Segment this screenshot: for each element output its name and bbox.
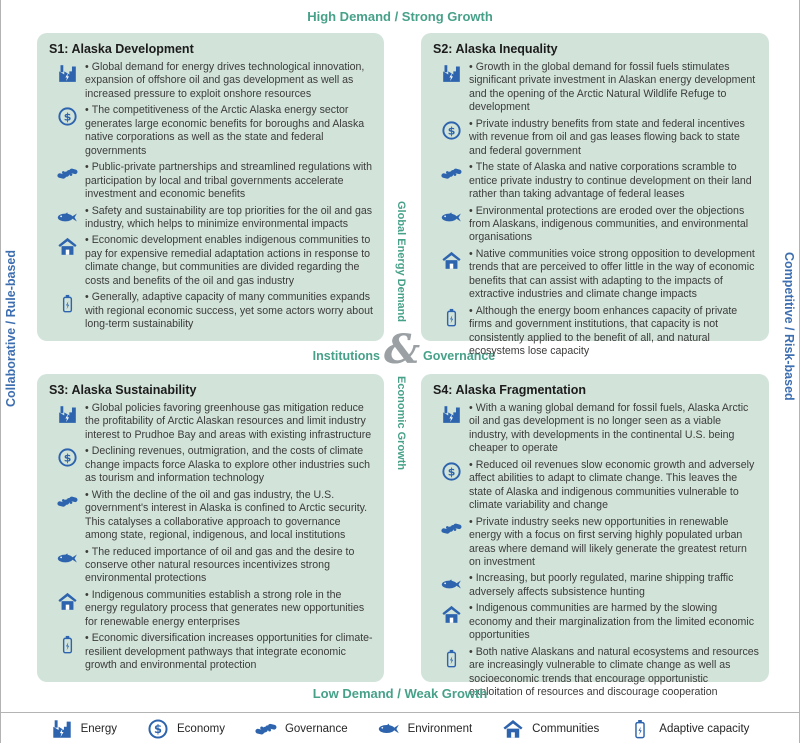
bullet-item xyxy=(49,104,374,158)
quadrant-title: S4: Alaska Fragmentation xyxy=(433,383,587,397)
bullet-marker: • xyxy=(85,61,89,73)
legend-label: Communities xyxy=(532,723,600,735)
bullet-marker: • xyxy=(85,545,89,558)
bullet-text: • Declining revenues, outmigration, and the costs of climate change impacts force Alaska to explore other industries such as tourism and information technology xyxy=(85,445,371,485)
bullet-item xyxy=(49,589,374,629)
bullet-marker: • xyxy=(469,572,473,585)
legend-item xyxy=(378,718,473,740)
bullet-list xyxy=(433,61,759,359)
bullet-text: • Growth in the global demand for fossil fuels stimulates significant private investment in Alaskan energy development and the opening of the Arctic Natural Wildlife Refuge to development xyxy=(469,61,756,114)
bullet-text: • Economic diversification increases opportunities for climate-resilient development pathways that integrate economic growth and environmental protection xyxy=(85,632,373,672)
adaptive-icon xyxy=(49,632,85,672)
energy-icon xyxy=(49,61,85,101)
legend-item xyxy=(147,718,225,740)
energy-icon xyxy=(51,718,73,740)
ampersand-glyph: & xyxy=(383,326,421,373)
governance-icon xyxy=(49,489,85,543)
bullet-item xyxy=(49,632,374,672)
quadrant-s3-sustainability xyxy=(37,374,384,682)
quadrant-s4-fragmentation xyxy=(421,374,769,699)
bullet-marker: • xyxy=(469,117,473,130)
bullet-marker: • xyxy=(469,602,473,615)
axis-label-top: High Demand / Strong Growth xyxy=(307,9,493,24)
bullet-item xyxy=(49,445,374,485)
communities-icon xyxy=(433,602,469,642)
quadrant-s1-development xyxy=(37,33,384,341)
adaptive-icon xyxy=(629,718,651,740)
bullet-marker: • xyxy=(85,161,89,174)
axis-label-bottom: Low Demand / Weak Growth xyxy=(312,686,488,701)
bullet-marker: • xyxy=(85,234,89,247)
bullet-marker: • xyxy=(85,291,89,304)
bullet-text: • Indigenous communities establish a strong role in the energy regulatory process that generates new opportunities for renewable energy enterprises xyxy=(85,588,365,628)
bullet-text: • Global demand for energy drives technological innovation, expansion of offshore oil and gas development as well as increased pressure to exploit onshore resources xyxy=(85,61,365,100)
environment-icon xyxy=(378,718,400,740)
axis-label-left: Collaborative / Rule-based xyxy=(4,250,18,407)
bullet-item xyxy=(433,459,759,513)
legend-item xyxy=(51,718,117,740)
bullet-text: • Indigenous communities are harmed by the slowing economy and their marginalization from the limited economic opportunities xyxy=(469,602,754,642)
bullet-item xyxy=(49,205,374,232)
bullet-marker: • xyxy=(85,588,89,601)
energy-icon xyxy=(433,402,469,456)
axis-label-economic-growth: Economic Growth xyxy=(395,376,407,471)
environment-icon xyxy=(433,205,469,245)
bullet-item xyxy=(49,61,374,101)
bullet-text: • Increasing, but poorly regulated, marine shipping traffic adversely affects subsistence hunting xyxy=(469,572,734,598)
axis-label-right: Competitive / Risk-based xyxy=(782,252,796,401)
bullet-text: • Economic development enables indigenous communities to pay for expensive remedial adaptation actions in response to climate change, but communities are divided regarding the costs and benefits of the oil and gas industry xyxy=(85,234,371,287)
adaptive-icon xyxy=(433,305,469,359)
bullet-marker: • xyxy=(469,458,473,471)
axis-label-global-energy-demand: Global Energy Demand xyxy=(395,201,407,323)
bullet-marker: • xyxy=(469,515,473,528)
bullet-item xyxy=(49,161,374,201)
bullet-text: • The state of Alaska and native corporations scramble to entice private industry to continue development on their land rather than taking advantage of federal leases xyxy=(469,161,752,201)
bullet-item xyxy=(433,161,759,201)
environment-icon xyxy=(49,205,85,232)
bullet-marker: • xyxy=(85,402,89,414)
center-label-governance: Governance xyxy=(423,349,496,363)
bullet-text: • Generally, adaptive capacity of many communities expands with regional economic success, yet some actors worry about long-term sustainability xyxy=(85,291,373,331)
legend-item xyxy=(502,718,599,740)
bullet-text: • Private industry benefits from state and federal incentives with revenue from oil and gas leases flowing back to state and federal government xyxy=(469,117,745,157)
bullet-text: • With the decline of the oil and gas industry, the U.S. government's interest in Alaska is confined to Arctic security. This catalyses a collaborative approach to governance among state, regional, indigenous, and local institutions xyxy=(85,488,368,542)
legend-label: Environment xyxy=(407,723,473,735)
bullet-marker: • xyxy=(85,632,89,645)
legend-label: Governance xyxy=(284,723,348,735)
bullet-text: • The reduced importance of oil and gas and the desire to conserve other natural resources incentivizes strong environmental protections xyxy=(85,545,355,585)
bullet-text: • The competitiveness of the Arctic Alaska energy sector generates large economic benefits for boroughs and Alaska native corporations as well as the state and federal governments xyxy=(85,104,365,157)
economy-icon xyxy=(433,118,469,158)
bullet-text: • Reduced oil revenues slow economic growth and adversely affect abilities to adapt to climate change. This leaves the state of Alaska and indigenous communities vulnerable to climate variability and change xyxy=(469,458,755,512)
economy-icon xyxy=(49,445,85,485)
legend-bar xyxy=(1,716,799,742)
bullet-text: • Global policies favoring greenhouse gas mitigation reduce the profitability of Arctic Alaskan resources and limit industry interest to Prudhoe Bay and areas with existing infrastructure xyxy=(85,402,372,441)
legend-label: Adaptive capacity xyxy=(659,723,750,735)
governance-icon xyxy=(433,161,469,201)
bullet-marker: • xyxy=(469,161,473,174)
bullet-item xyxy=(49,402,374,442)
bullet-item xyxy=(433,248,759,302)
bullet-marker: • xyxy=(85,445,89,458)
communities-icon xyxy=(49,589,85,629)
bullet-marker: • xyxy=(85,204,89,217)
bullet-item xyxy=(433,205,759,245)
economy-icon xyxy=(49,104,85,158)
bullet-item xyxy=(433,305,759,359)
legend-label: Economy xyxy=(177,723,225,735)
bullet-item xyxy=(433,572,759,599)
bullet-text: • Environmental protections are eroded over the objections from Alaskans, indigenous communities, and environmental organisations xyxy=(469,204,749,244)
bullet-item xyxy=(49,234,374,288)
communities-icon xyxy=(502,718,524,740)
bullet-text: • Both native Alaskans and natural ecosystems and resources are increasingly vulnerable to climate change as well as socioeconomic trends that encourage opportunistic exploitation of resources and discourage cooperation xyxy=(469,645,759,699)
quadrant-title: S3: Alaska Sustainability xyxy=(49,383,197,397)
legend-item xyxy=(629,718,749,740)
bullet-item xyxy=(49,291,374,331)
legend-divider-line xyxy=(1,712,799,713)
bullet-item xyxy=(433,61,759,115)
communities-icon xyxy=(49,234,85,288)
bullet-marker: • xyxy=(469,304,473,317)
bullet-item xyxy=(433,402,759,456)
bullet-item xyxy=(433,516,759,570)
bullet-marker: • xyxy=(85,488,89,501)
economy-icon xyxy=(147,718,169,740)
governance-icon xyxy=(255,718,277,740)
legend-item xyxy=(255,718,348,740)
bullet-item xyxy=(49,546,374,586)
bullet-marker: • xyxy=(469,645,473,658)
bullet-marker: • xyxy=(469,61,473,73)
bullet-text: • Native communities voice strong opposition to development trends that are perceived to offer little in the way of economic benefits that can assist with adapting to the impacts of extractive industries and climate change impacts xyxy=(469,247,755,301)
bullet-marker: • xyxy=(85,104,89,117)
economy-icon xyxy=(433,459,469,513)
bullet-text: • Safety and sustainability are top priorities for the oil and gas industry, which helps to minimize environmental impacts xyxy=(85,204,373,230)
bullet-item xyxy=(433,602,759,642)
environment-icon xyxy=(49,546,85,586)
bullet-text: • Although the energy boom enhances capacity of private firms and government institutions, that capacity is not consistently applied to the benefit of all, and natural ecosystems lose capacity xyxy=(469,304,738,358)
bullet-item xyxy=(49,489,374,543)
environment-icon xyxy=(433,572,469,599)
bullet-text: • Public-private partnerships and streamlined regulations with participation by local and tribal governments accelerate investment and economic benefits xyxy=(85,161,373,201)
bullet-list xyxy=(49,61,374,332)
adaptive-icon xyxy=(49,291,85,331)
quadrant-title: S1: Alaska Development xyxy=(49,42,194,56)
legend-label: Energy xyxy=(80,723,118,735)
governance-icon xyxy=(49,161,85,201)
center-label-institutions: Institutions xyxy=(312,349,380,363)
communities-icon xyxy=(433,248,469,302)
bullet-text: • Private industry seeks new opportunities in renewable energy with a focus on first serving highly populated urban areas where demand will likely generate the greatest return on investment xyxy=(469,515,747,568)
bullet-marker: • xyxy=(469,247,473,260)
governance-icon xyxy=(433,516,469,570)
bullet-marker: • xyxy=(469,204,473,217)
bullet-text: • With a waning global demand for fossil fuels, Alaska Arctic oil and gas development is no longer seen as a viable industry, with developments in the continental U.S. being cheaper to operate xyxy=(469,402,749,455)
bullet-marker: • xyxy=(469,402,473,414)
energy-icon xyxy=(49,402,85,442)
energy-icon xyxy=(433,61,469,115)
bullet-list xyxy=(433,402,759,700)
bullet-item xyxy=(433,118,759,158)
bullet-list xyxy=(49,402,374,673)
quadrant-title: S2: Alaska Inequality xyxy=(433,42,558,56)
